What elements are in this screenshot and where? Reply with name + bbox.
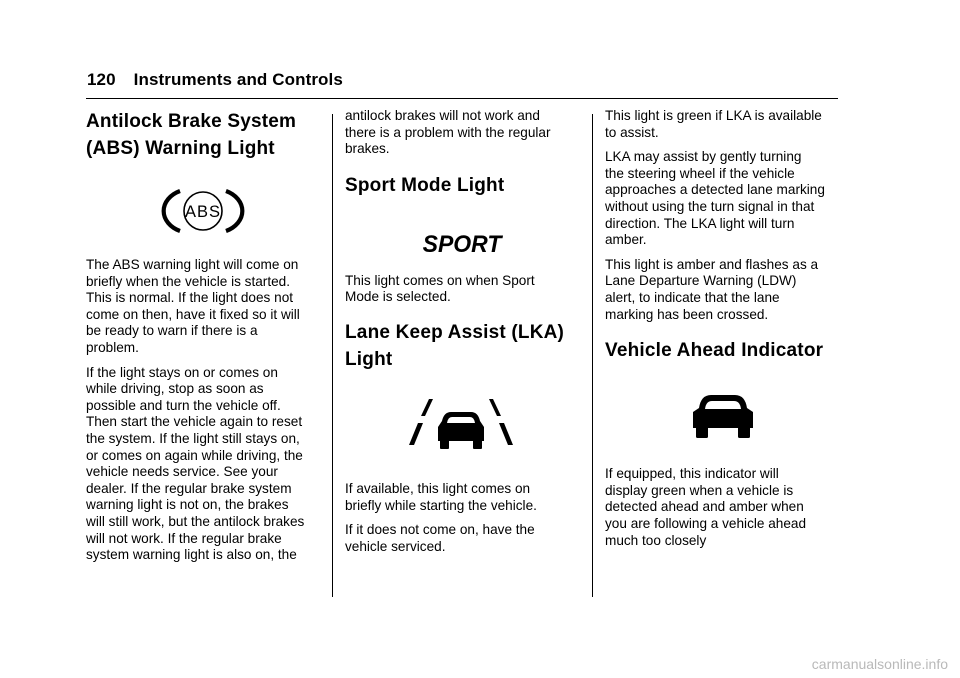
sport-icon-text: SPORT bbox=[422, 230, 502, 258]
page-header bbox=[87, 70, 343, 90]
abs-warning-icon bbox=[83, 187, 322, 235]
page-number: 120 bbox=[87, 70, 116, 89]
column-1 bbox=[86, 108, 322, 564]
abs-icon-text: ABS bbox=[184, 203, 221, 221]
watermark: carmanualsonline.info bbox=[811, 656, 948, 672]
abs-paragraph-1: The ABS warning light will come on briefly when the vehicle is started. This is normal. If the light does not come on then, have it fixed so it will be ready to warn if there is a problem. bbox=[86, 257, 300, 355]
lka-heading: Lane Keep Assist (LKA) Light bbox=[345, 321, 565, 370]
abs-heading: Antilock Brake System (ABS) Warning Light bbox=[86, 111, 297, 159]
sport-mode-icon bbox=[343, 227, 581, 257]
lka-paragraph-2: If it does not come on, have the vehicle serviced. bbox=[345, 522, 535, 554]
sport-paragraph: This light comes on when Sport Mode is selected. bbox=[345, 272, 535, 305]
abs-paragraph-2: If the light stays on or comes on while driving, stop as soon as possible and turn the vehicle off. Then start the vehicle again to reset the system. If the light still stays on, or comes on again while driving, the vehicle needs service. See your dealer. If the regular brake system warning light is not on, the brakes will still work, but the antilock brakes will not work. If the regular brake system warning light is also on, the bbox=[86, 364, 305, 563]
column-3 bbox=[605, 108, 841, 549]
abs-paragraph-continued: antilock brakes will not work and there is a problem with the regular brakes. bbox=[345, 108, 551, 157]
lka-green-paragraph: This light is green if LKA is available to assist. bbox=[605, 108, 822, 140]
vehicle-ahead-heading: Vehicle Ahead Indicator bbox=[605, 340, 824, 362]
header-rule bbox=[86, 98, 838, 99]
section-title: Instruments and Controls bbox=[133, 70, 343, 89]
lka-paragraph-1: If available, this light comes on briefly while starting the vehicle. bbox=[345, 480, 537, 513]
sport-mode-heading: Sport Mode Light bbox=[345, 174, 505, 196]
vehicle-ahead-paragraph: If equipped, this indicator will display green when a vehicle is detected ahead and amber when you are following a vehicle ahead much too closely bbox=[605, 466, 807, 548]
vehicle-ahead-icon bbox=[605, 390, 841, 442]
lka-amber-paragraph: This light is amber and flashes as a Lane Departure Warning (LDW) alert, to indicate that the lane marking has been crossed. bbox=[605, 256, 819, 322]
column-2 bbox=[345, 108, 581, 555]
lka-assist-paragraph: LKA may assist by gently turning the steering wheel if the vehicle approaches a detected lane marking without using the turn signal in that direction. The LKA light will turn amber. bbox=[605, 149, 825, 248]
column-divider-1 bbox=[332, 114, 333, 597]
lane-keep-assist-icon bbox=[341, 397, 581, 467]
column-divider-2 bbox=[592, 114, 593, 597]
